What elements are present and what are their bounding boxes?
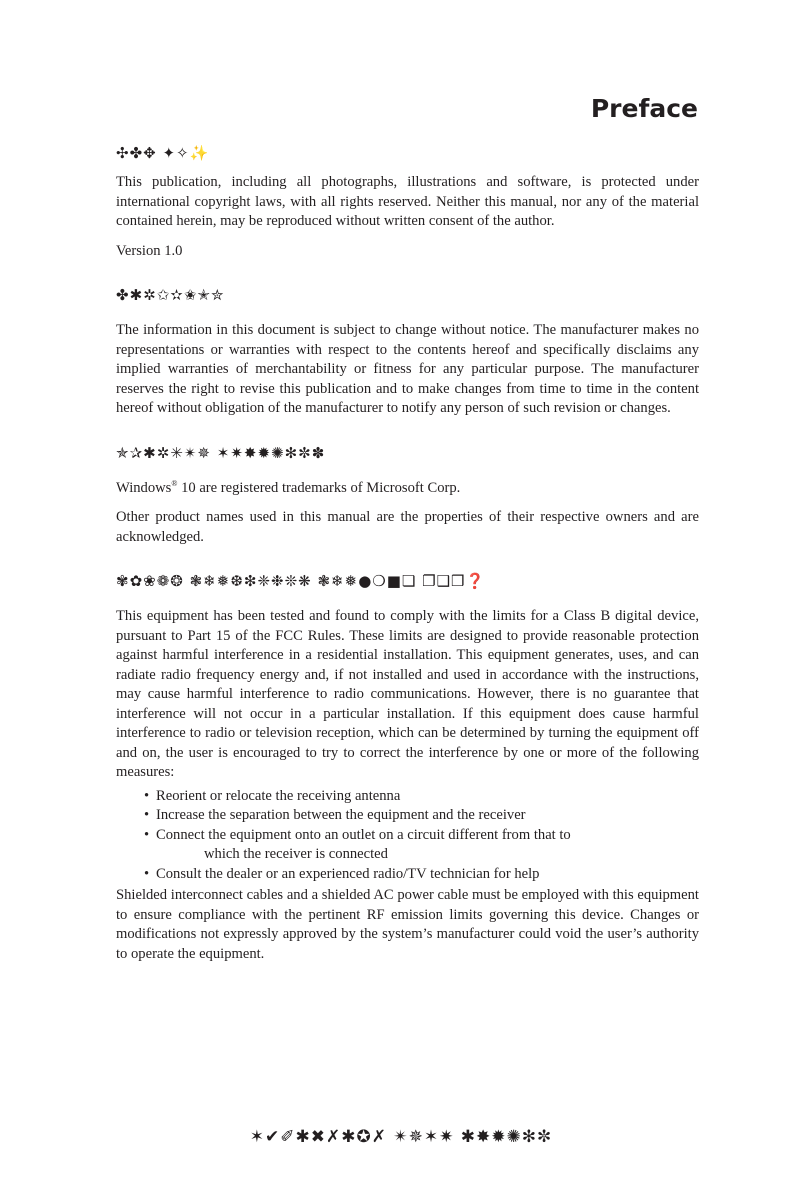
bullet-icon: • (144, 826, 150, 843)
list-item: • Connect the equipment onto an outlet on a circuit different from that to which the receiver is connected (144, 826, 699, 865)
windows-trademark-line (116, 479, 699, 499)
page-title: Preface (590, 94, 698, 123)
trademarks-heading: ✯✰✱✲✳✴✵ ✶✷✸✹✺✻✼✽ (116, 443, 326, 462)
registered-mark: ® (171, 478, 178, 488)
windows-rest: 10 are registered trademarks of Microsoft Corp. (177, 479, 461, 496)
disclaimer-paragraph: The information in this document is subject to change without notice. The manufacturer makes no representations or warranties with respect to the contents hereof and specifically disclaims any implied warranties of merchantability or fitness for any particular purpose. The manufacturer reserves the right to revise this publication and to make changes from time to time in the content hereof without obligation of the manufacturer to notify any person of such revision or changes. (116, 322, 699, 416)
disclaimer-heading: ✤✱✲✩✫✬✭✮ (116, 286, 225, 304)
copyright-heading: ✣✤✥ ✦✧✨ (116, 144, 210, 162)
bullet-icon: • (144, 787, 150, 804)
list-item: • Increase the separation between the equipment and the receiver (144, 806, 699, 826)
fcc-paragraph: This equipment has been tested and found to comply with the limits for a Class B digital device, pursuant to Part 15 of the FCC Rules. These limits are designed to provide reasonable protection against harmful interference in a residential installation. This equipment generates, uses, and can radiate radio frequency energy and, if not installed and used in accordance with the instructions, may cause harmful interference to radio communications. However, there is no guarantee that interference will not occur in a particular installation. If this equipment does cause harmful interference to radio or television reception, which can be determined by turning the equipment off and on, the user is encouraged to try to correct the interference by one or more of the following measures: (116, 608, 699, 780)
list-item-continuation: which the receiver is connected (204, 846, 388, 862)
trademarks-paragraph: Other product names used in this manual are the properties of their respective owners and are acknowledged. (116, 509, 699, 545)
bullet-icon: • (144, 865, 150, 882)
copyright-paragraph: This publication, including all photographs, illustrations and software, is protected under international copyright laws, with all rights reserved. Neither this manual, nor any of the material contained herein, may be reproduced without written consent of the author. (116, 174, 699, 229)
page-footer: ✶✔✐✱✖✗✱✪✗ ✴✵✶✷ ✱✸✹✺✻✼ (249, 1127, 553, 1147)
bullet-icon: • (144, 807, 150, 823)
list-item: • Consult the dealer or an experienced radio/TV technician for help (144, 865, 699, 885)
windows-word: Windows (116, 479, 172, 496)
fcc-closing-paragraph: Shielded interconnect cables and a shielded AC power cable must be employed with this equipment to ensure compliance with the pertinent RF emission limits governing this device. Changes or modifications not expressly approved by the system’s manufacturer could void the user’s authority to operate the equipment. (116, 887, 699, 962)
preface-content (116, 143, 699, 964)
fcc-measures-list (116, 787, 699, 885)
list-item: • Reorient or relocate the receiving antenna (144, 787, 699, 807)
fcc-heading: ✾✿❀❁❂ ❃❄❅❆❇❈❉❊❋ ❃❄❅●❍■❏ ❐❑❒❓ (116, 572, 486, 590)
version-text: Version 1.0 (116, 242, 183, 259)
